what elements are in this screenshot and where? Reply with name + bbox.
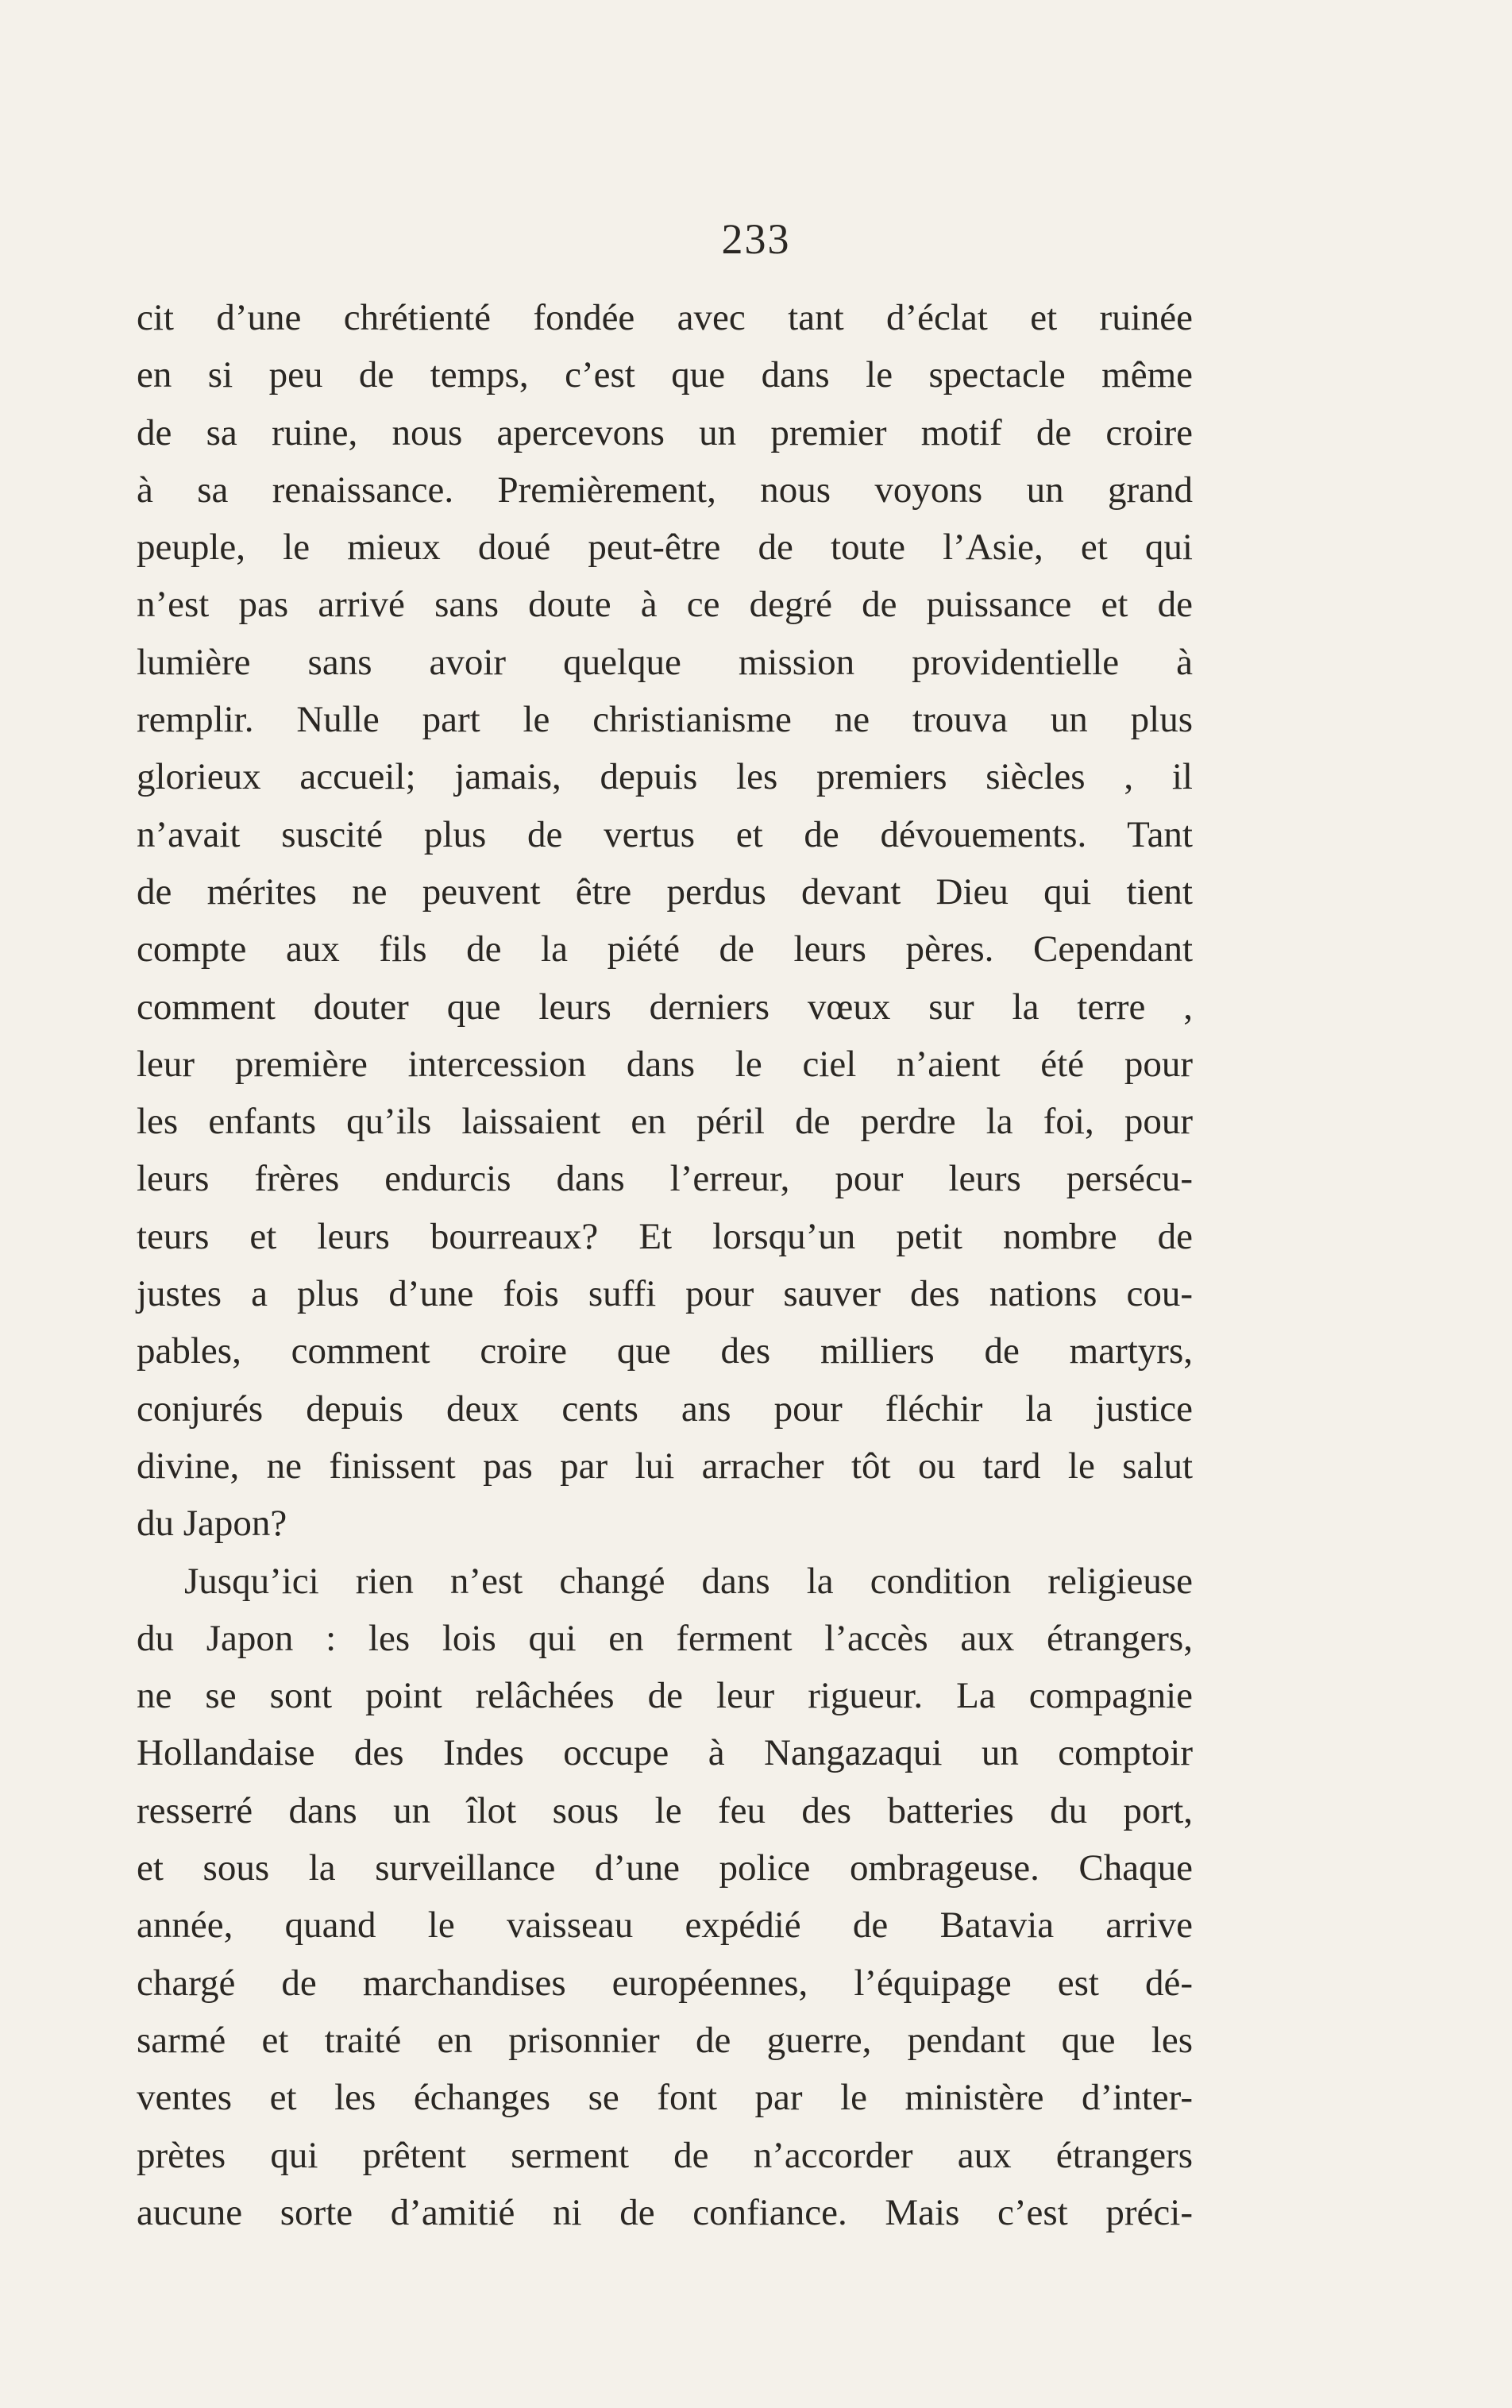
text-line: Hollandaise des Indes occupe à Nangazaqui un comptoir [137,1732,1193,1774]
text-line: ne se sont point relâchées de leur rigueur. La compagnie [137,1675,1193,1717]
text-line: leurs frères endurcis dans l’erreur, pour leurs persécu- [137,1158,1193,1200]
text-line: les enfants qu’ils laissaient en péril de perdre la foi, pour [137,1101,1193,1143]
text-line: du Japon : les lois qui en ferment l’accès aux étrangers, [137,1617,1193,1659]
text-line: lumière sans avoir quelque mission providentielle à [137,641,1193,683]
text-line: remplir. Nulle part le christianisme ne trouva un plus [137,699,1193,741]
text-line: leur première intercession dans le ciel n’aient été pour [137,1043,1193,1085]
text-line: resserré dans un îlot sous le feu des batteries du port, [137,1789,1193,1831]
text-line: divine, ne finissent pas par lui arracher tôt ou tard le salut [137,1445,1193,1487]
paragraph-start-line: Jusqu’ici rien n’est changé dans la condition religieuse [184,1560,1193,1602]
text-line: compte aux fils de la piété de leurs pères. Cependant [137,928,1193,971]
text-line: ventes et les échanges se font par le ministère d’inter- [137,2077,1193,2119]
text-line: aucune sorte d’amitié ni de confiance. Mais c’est préci- [137,2191,1193,2233]
text-line: cit d’une chrétienté fondée avec tant d’éclat et ruinée [137,297,1193,338]
text-line: chargé de marchandises européennes, l’équipage est dé- [137,1962,1193,2004]
text-line: peuple, le mieux doué peut-être de toute l’Asie, et qui [137,527,1193,569]
text-line: justes a plus d’une fois suffi pour sauver des nations cou- [137,1273,1193,1315]
text-line: prètes qui prêtent serment de n’accorder aux étrangers [137,2134,1193,2176]
text-line: teurs et leurs bourreaux? Et lorsqu’un petit nombre de [137,1215,1193,1257]
text-line: n’avait suscité plus de vertus et de dévouements. Tant [137,813,1193,855]
paragraph-end-line: du Japon? [137,1503,287,1545]
text-line: comment douter que leurs derniers vœux sur la terre , [137,986,1193,1028]
text-line: conjurés depuis deux cents ans pour fléchir la justice [137,1387,1193,1430]
text-line: pables, comment croire que des milliers de martyrs, [137,1330,1193,1372]
text-line: glorieux accueil; jamais, depuis les premiers siècles , il [137,756,1193,798]
page-number: 233 [721,215,791,263]
text-line: et sous la surveillance d’une police ombrageuse. Chaque [137,1847,1193,1889]
text-line: n’est pas arrivé sans doute à ce degré de puissance et de [137,584,1193,626]
text-line: sarmé et traité en prisonnier de guerre, pendant que les [137,2019,1193,2061]
text-line: année, quand le vaisseau expédié de Batavia arrive [137,1904,1193,1947]
text-line: de mérites ne peuvent être perdus devant Dieu qui tient [137,870,1193,913]
body-text [137,289,1193,2241]
text-line: à sa renaissance. Premièrement, nous voyons un grand [137,469,1193,511]
text-line: de sa ruine, nous apercevons un premier motif de croire [137,411,1193,453]
text-line: en si peu de temps, c’est que dans le spectacle même [137,354,1193,396]
